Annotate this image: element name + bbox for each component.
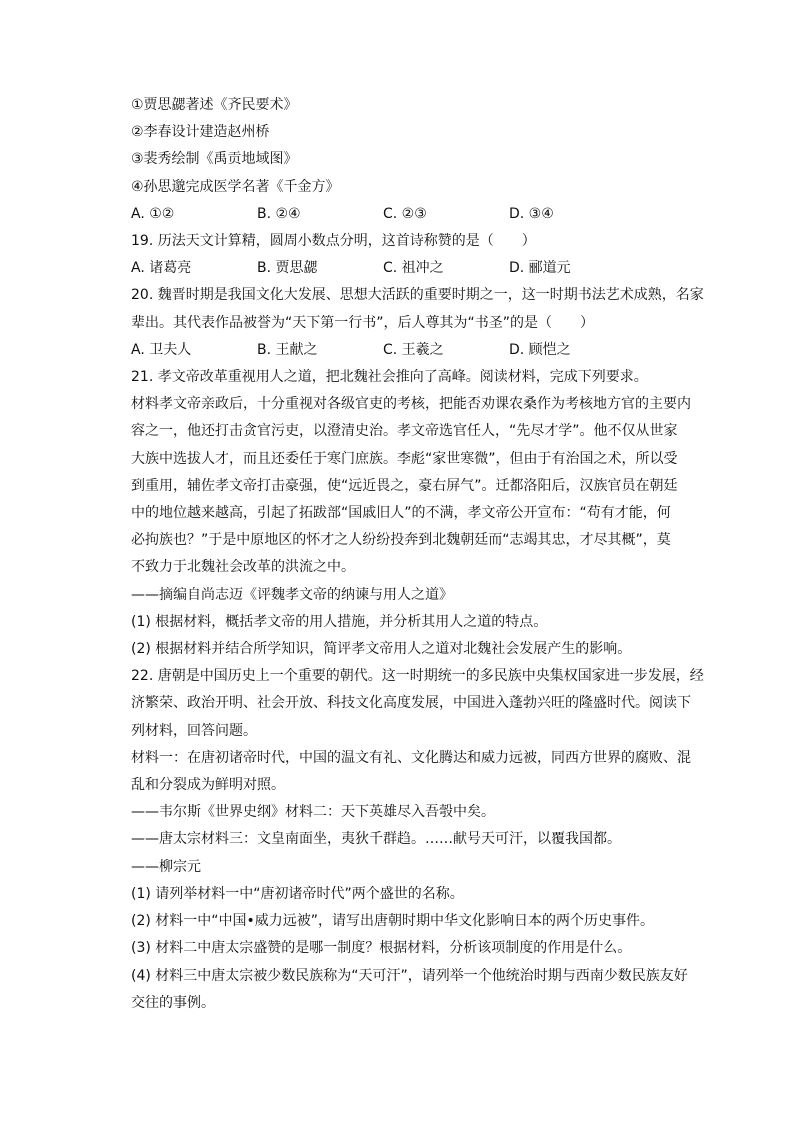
q18-item-4: ④孙思邈完成医学名著《千金方》	[131, 178, 340, 195]
q19-options	[131, 255, 696, 282]
q22-stem-line: 列材料，回答问题。	[131, 722, 257, 739]
q20-option-a: A. 卫夫人	[131, 341, 192, 358]
q19-option-b: B. 贾思勰	[257, 260, 318, 277]
q21-material-line: 不致力于北魏社会改革的洪流之中。	[131, 559, 355, 576]
q19-option-c: C. 祖冲之	[383, 260, 444, 277]
q22-subquestion-4-line-2: 交往的事例。	[131, 994, 215, 1011]
q22-material-1-line: 乱和分裂成为鲜明对照。	[131, 777, 285, 794]
q18-option-c: C. ②③	[383, 205, 427, 222]
q20-stem-line-2: 辈出。其代表作品被誉为“天下第一行书”，后人尊其为“书圣”的是（ ）	[131, 314, 595, 331]
q21-material-line: 必拘族也？”于是中原地区的怀才之人纷纷投奔到北魏朝廷而“志竭其忠，才尽其概”，莫	[131, 532, 671, 549]
q20-option-d: D. 顾恺之	[509, 341, 571, 358]
q18-option-a: A. ①②	[131, 205, 175, 222]
q18-options	[131, 201, 696, 228]
q21-subquestion-1: (1) 根据材料，概括孝文帝的用人措施，并分析其用人之道的特点。	[131, 613, 548, 630]
q19-option-a: A. 诸葛亮	[131, 260, 192, 277]
q20-option-b: B. 王献之	[257, 341, 318, 358]
q22-source-material-2: ——韦尔斯《世界史纲》材料二：天下英雄尽入吾彀中矣。	[131, 804, 495, 821]
q18-items	[131, 92, 696, 201]
q21-material	[131, 391, 696, 581]
q21-material-line: 容之一，他还打击贪官污吏，以澄清史治。孝文帝选官任人，“先尽才学”。他不仅从世家	[131, 423, 678, 440]
q21-subquestion-2: (2) 根据材料并结合所学知识，简评孝文帝用人之道对北魏社会发展产生的影响。	[131, 641, 632, 658]
q21-material-line: 到重用，辅佐孝文帝打击豪强，使“远近畏之，豪右屏气”。迁都洛阳后，汉族官员在朝廷	[131, 477, 678, 494]
q20-stem-line-1: 20. 魏晋时期是我国文化大发展、思想大活跃的重要时期之一，这一时期书法艺术成熟，名家	[131, 287, 704, 304]
q22-subquestion-2: (2) 材料一中“中国•威力远被”，请写出唐朝时期中华文化影响日本的两个历史事件。	[131, 913, 655, 930]
q18-option-b: B. ②④	[257, 205, 301, 222]
q22-stem-line: 济繁荣、政治开明、社会开放、科技文化高度发展，中国进入蓬勃兴旺的隆盛时代。阅读下	[131, 695, 691, 712]
q21-material-line: 材料孝文帝亲政后，十分重视对各级官吏的考核，把能否劝课农桑作为考核地方官的主要内	[131, 396, 691, 413]
q22-subquestion-1: (1) 请列举材料一中“唐初诸帝时代”两个盛世的名称。	[131, 885, 464, 902]
q18-item-3: ③裴秀绘制《禹贡地域图》	[131, 151, 298, 168]
q22-material-1-line: 材料一：在唐初诸帝时代，中国的温文有礼、文化腾达和威力远被，同西方世界的腐败、混	[131, 749, 691, 766]
q20-option-c: C. 王羲之	[383, 341, 444, 358]
q20-options	[131, 337, 696, 364]
q22-stem-line: 22. 唐朝是中国历史上一个重要的朝代。这一时期统一的多民族中央集权国家进一步发展，经	[131, 668, 704, 685]
q18-option-d: D. ③④	[509, 205, 554, 222]
q21-source: ——摘编自尚志迈《评魏孝文帝的纳谏与用人之道》	[131, 586, 453, 603]
q21-stem: 21. 孝文帝改革重视用人之道，把北魏社会推向了高峰。阅读材料，完成下列要求。	[131, 369, 648, 386]
q22-subquestion-3: (3) 材料二中唐太宗盛赞的是哪一制度？根据材料，分析该项制度的作用是什么。	[131, 940, 632, 957]
q22-stem	[131, 663, 704, 745]
exam-page	[131, 92, 704, 1017]
q22-source-final: ——柳宗元	[131, 858, 201, 875]
q18-item-2: ②李春设计建造赵州桥	[131, 124, 270, 141]
q22-subquestion-4-line-1: (4) 材料三中唐太宗被少数民族称为“天可汗”，请列举一个他统治时期与西南少数民族友好	[131, 967, 688, 984]
q19-option-d: D. 郦道元	[509, 260, 571, 277]
q22-material-1	[131, 745, 696, 799]
q22-source-material-3: ——唐太宗材料三：文皇南面坐，夷狄千群趋。……献号天可汗，以覆我国都。	[131, 831, 621, 848]
q19-stem: 19. 历法天文计算精，圆周小数点分明，这首诗称赞的是（ ）	[131, 233, 536, 250]
q18-item-1: ①贾思勰著述《齐民要术》	[131, 97, 298, 113]
q21-material-line: 中的地位越来越高，引起了拓跋部“国戚旧人”的不满，孝文帝公开宣布：“苟有才能，何	[131, 505, 671, 522]
q21-material-line: 大族中选拔人才，而且还委任于寒门庶族。李彪“家世寒微”，但由于有治国之术，所以受	[131, 450, 678, 467]
